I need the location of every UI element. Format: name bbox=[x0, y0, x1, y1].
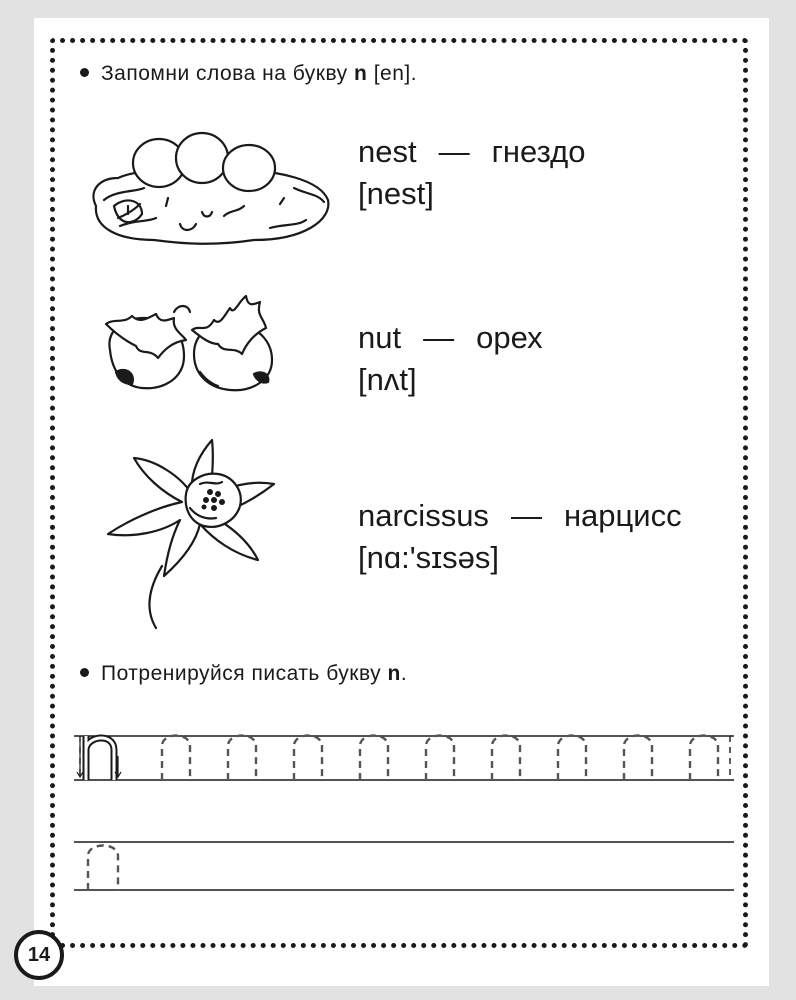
practice-suffix: . bbox=[400, 662, 408, 685]
word-english: nest bbox=[358, 134, 417, 169]
memorize-instruction bbox=[80, 62, 417, 86]
word-russian: нарцисс bbox=[563, 498, 682, 533]
word-english: narcissus bbox=[358, 498, 489, 533]
word-dash: — bbox=[423, 320, 455, 355]
sample-letter-n bbox=[77, 736, 121, 780]
practice-instruction bbox=[80, 662, 407, 686]
nut-picture bbox=[96, 294, 282, 394]
word-nut bbox=[358, 318, 543, 358]
transcription-narcissus: [nɑ:'sɪsəs] bbox=[358, 540, 500, 575]
memorize-letter: n bbox=[354, 62, 368, 85]
practice-letter: n bbox=[387, 662, 401, 685]
word-russian: орех bbox=[476, 320, 543, 355]
transcription-nut: [nʌt] bbox=[358, 362, 417, 397]
handwriting-practice-area bbox=[74, 728, 734, 898]
memorize-suffix: [en]. bbox=[373, 62, 418, 85]
trace-letter-row-2 bbox=[88, 846, 118, 891]
transcription-nest: [nest] bbox=[358, 176, 434, 211]
nest-picture bbox=[84, 128, 334, 250]
bullet-icon bbox=[80, 68, 89, 77]
word-dash: — bbox=[438, 134, 470, 169]
page-number: 14 bbox=[14, 930, 64, 980]
word-nest bbox=[358, 132, 585, 172]
word-narcissus bbox=[358, 496, 682, 536]
narcissus-picture bbox=[104, 436, 284, 632]
word-russian: гнездо bbox=[491, 134, 586, 169]
memorize-prefix: Запомни слова на букву bbox=[101, 62, 348, 85]
trace-letters-row-1 bbox=[162, 736, 718, 781]
word-dash: — bbox=[510, 498, 542, 533]
bullet-icon bbox=[80, 668, 89, 677]
practice-prefix: Потренируйся писать букву bbox=[101, 662, 382, 685]
word-english: nut bbox=[358, 320, 402, 355]
